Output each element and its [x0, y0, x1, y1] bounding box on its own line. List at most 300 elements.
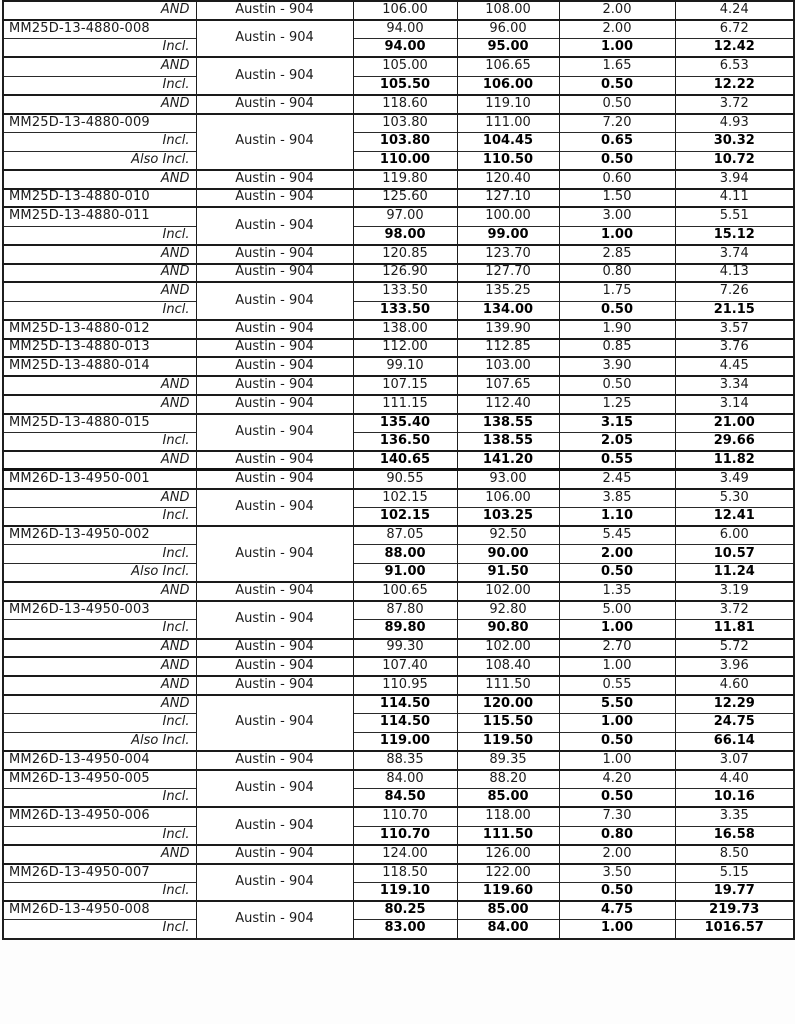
from-cell: 94.00: [353, 39, 457, 58]
length-cell: 0.50: [559, 789, 675, 808]
interval-qualifier-cell: Incl.: [3, 39, 196, 58]
table-row: [3, 376, 794, 395]
from-cell: 87.80: [353, 601, 457, 620]
grade-cell: 5.72: [675, 639, 794, 658]
from-cell: 98.00: [353, 226, 457, 245]
from-cell: 114.50: [353, 695, 457, 714]
grade-cell: 30.32: [675, 132, 794, 151]
hole-id-cell: MM25D-13-4880-015: [3, 414, 196, 433]
grade-cell: 10.57: [675, 545, 794, 564]
location-cell: Austin - 904: [196, 526, 353, 582]
grade-cell: 21.15: [675, 301, 794, 320]
location-cell: Austin - 904: [196, 676, 353, 695]
location-cell: Austin - 904: [196, 207, 353, 245]
length-cell: 2.00: [559, 1, 675, 20]
table-row: [3, 526, 794, 545]
to-cell: 119.60: [457, 882, 559, 901]
length-cell: 1.00: [559, 620, 675, 639]
interval-qualifier-cell: Incl.: [3, 226, 196, 245]
from-cell: 111.15: [353, 395, 457, 414]
grade-cell: 3.49: [675, 470, 794, 489]
to-cell: 108.00: [457, 1, 559, 20]
interval-qualifier-cell: Incl.: [3, 132, 196, 151]
interval-qualifier-cell: Also Incl.: [3, 564, 196, 583]
from-cell: 119.00: [353, 732, 457, 751]
length-cell: 5.45: [559, 526, 675, 545]
length-cell: 2.45: [559, 470, 675, 489]
table-row: [3, 451, 794, 470]
grade-cell: 12.29: [675, 695, 794, 714]
from-cell: 138.00: [353, 320, 457, 339]
grade-cell: 21.00: [675, 414, 794, 433]
length-cell: 3.90: [559, 357, 675, 376]
from-cell: 87.05: [353, 526, 457, 545]
table-row: [3, 601, 794, 620]
location-cell: Austin - 904: [196, 357, 353, 376]
location-cell: Austin - 904: [196, 489, 353, 527]
to-cell: 119.50: [457, 732, 559, 751]
table-row: [3, 414, 794, 433]
to-cell: 103.25: [457, 507, 559, 526]
grade-cell: 6.72: [675, 20, 794, 39]
from-cell: 110.00: [353, 151, 457, 170]
to-cell: 85.00: [457, 901, 559, 920]
hole-id-cell: MM25D-13-4880-013: [3, 339, 196, 358]
grade-cell: 11.81: [675, 620, 794, 639]
location-cell: Austin - 904: [196, 114, 353, 170]
to-cell: 96.00: [457, 20, 559, 39]
from-cell: 105.50: [353, 76, 457, 95]
table-row: [3, 545, 794, 564]
grade-cell: 4.24: [675, 1, 794, 20]
to-cell: 91.50: [457, 564, 559, 583]
table-row: [3, 470, 794, 489]
to-cell: 112.40: [457, 395, 559, 414]
location-cell: Austin - 904: [196, 57, 353, 95]
grade-cell: 3.19: [675, 582, 794, 601]
table-row: [3, 189, 794, 208]
to-cell: 104.45: [457, 132, 559, 151]
interval-qualifier-cell: AND: [3, 282, 196, 301]
location-cell: Austin - 904: [196, 395, 353, 414]
grade-cell: 4.60: [675, 676, 794, 695]
table-row: [3, 639, 794, 658]
table-row: [3, 1, 794, 20]
to-cell: 112.85: [457, 339, 559, 358]
location-cell: Austin - 904: [196, 695, 353, 751]
grade-cell: 3.35: [675, 807, 794, 826]
to-cell: 88.20: [457, 770, 559, 789]
to-cell: 102.00: [457, 639, 559, 658]
location-cell: Austin - 904: [196, 339, 353, 358]
length-cell: 1.00: [559, 714, 675, 733]
length-cell: 0.50: [559, 376, 675, 395]
from-cell: 105.00: [353, 57, 457, 76]
length-cell: 1.00: [559, 39, 675, 58]
length-cell: 3.15: [559, 414, 675, 433]
hole-id-cell: MM26D-13-4950-007: [3, 864, 196, 883]
to-cell: 106.65: [457, 57, 559, 76]
grade-cell: 5.15: [675, 864, 794, 883]
table-row: [3, 95, 794, 114]
from-cell: 133.50: [353, 282, 457, 301]
table-row: [3, 395, 794, 414]
grade-cell: 7.26: [675, 282, 794, 301]
grade-cell: 3.76: [675, 339, 794, 358]
location-cell: Austin - 904: [196, 414, 353, 452]
to-cell: 138.55: [457, 414, 559, 433]
to-cell: 126.00: [457, 845, 559, 864]
to-cell: 118.00: [457, 807, 559, 826]
table-row: [3, 170, 794, 189]
interval-qualifier-cell: AND: [3, 170, 196, 189]
length-cell: 0.80: [559, 826, 675, 845]
grade-cell: 3.72: [675, 95, 794, 114]
table-row: [3, 507, 794, 526]
grade-cell: 10.72: [675, 151, 794, 170]
interval-qualifier-cell: Incl.: [3, 507, 196, 526]
to-cell: 134.00: [457, 301, 559, 320]
from-cell: 119.80: [353, 170, 457, 189]
table-row: [3, 620, 794, 639]
from-cell: 83.00: [353, 920, 457, 939]
from-cell: 80.25: [353, 901, 457, 920]
location-cell: Austin - 904: [196, 451, 353, 470]
grade-cell: 66.14: [675, 732, 794, 751]
grade-cell: 3.72: [675, 601, 794, 620]
interval-qualifier-cell: AND: [3, 57, 196, 76]
hole-id-cell: MM26D-13-4950-003: [3, 601, 196, 620]
hole-id-cell: MM26D-13-4950-006: [3, 807, 196, 826]
to-cell: 99.00: [457, 226, 559, 245]
hole-id-cell: MM25D-13-4880-012: [3, 320, 196, 339]
length-cell: 2.05: [559, 432, 675, 451]
interval-qualifier-cell: Incl.: [3, 920, 196, 939]
from-cell: 97.00: [353, 207, 457, 226]
location-cell: Austin - 904: [196, 264, 353, 283]
table-row: [3, 282, 794, 301]
from-cell: 110.70: [353, 807, 457, 826]
interval-qualifier-cell: Incl.: [3, 76, 196, 95]
grade-cell: 29.66: [675, 432, 794, 451]
from-cell: 90.55: [353, 470, 457, 489]
from-cell: 99.30: [353, 639, 457, 658]
length-cell: 1.35: [559, 582, 675, 601]
table-row: [3, 920, 794, 939]
interval-qualifier-cell: Also Incl.: [3, 151, 196, 170]
length-cell: 0.55: [559, 451, 675, 470]
to-cell: 95.00: [457, 39, 559, 58]
from-cell: 103.80: [353, 132, 457, 151]
from-cell: 102.15: [353, 507, 457, 526]
interval-qualifier-cell: AND: [3, 245, 196, 264]
length-cell: 1.75: [559, 282, 675, 301]
table-row: [3, 826, 794, 845]
location-cell: Austin - 904: [196, 639, 353, 658]
interval-qualifier-cell: AND: [3, 376, 196, 395]
to-cell: 89.35: [457, 751, 559, 770]
table-row: [3, 39, 794, 58]
table-row: [3, 751, 794, 770]
table-row: [3, 357, 794, 376]
location-cell: Austin - 904: [196, 470, 353, 489]
from-cell: 110.95: [353, 676, 457, 695]
length-cell: 1.00: [559, 920, 675, 939]
length-cell: 1.00: [559, 657, 675, 676]
grade-cell: 11.82: [675, 451, 794, 470]
from-cell: 124.00: [353, 845, 457, 864]
length-cell: 0.85: [559, 339, 675, 358]
location-cell: Austin - 904: [196, 657, 353, 676]
hole-id-cell: MM25D-13-4880-011: [3, 207, 196, 226]
from-cell: 112.00: [353, 339, 457, 358]
from-cell: 102.15: [353, 489, 457, 508]
length-cell: 0.50: [559, 95, 675, 114]
interval-qualifier-cell: Incl.: [3, 826, 196, 845]
length-cell: 3.50: [559, 864, 675, 883]
to-cell: 92.80: [457, 601, 559, 620]
from-cell: 110.70: [353, 826, 457, 845]
to-cell: 107.65: [457, 376, 559, 395]
to-cell: 106.00: [457, 76, 559, 95]
length-cell: 2.85: [559, 245, 675, 264]
hole-id-cell: MM25D-13-4880-014: [3, 357, 196, 376]
table-row: [3, 320, 794, 339]
interval-qualifier-cell: AND: [3, 451, 196, 470]
grade-cell: 15.12: [675, 226, 794, 245]
interval-qualifier-cell: AND: [3, 845, 196, 864]
from-cell: 133.50: [353, 301, 457, 320]
interval-qualifier-cell: AND: [3, 582, 196, 601]
interval-qualifier-cell: Incl.: [3, 620, 196, 639]
length-cell: 3.00: [559, 207, 675, 226]
length-cell: 2.70: [559, 639, 675, 658]
length-cell: 5.50: [559, 695, 675, 714]
to-cell: 138.55: [457, 432, 559, 451]
location-cell: Austin - 904: [196, 95, 353, 114]
grade-cell: 12.42: [675, 39, 794, 58]
length-cell: 1.25: [559, 395, 675, 414]
interval-qualifier-cell: AND: [3, 676, 196, 695]
from-cell: 107.40: [353, 657, 457, 676]
interval-qualifier-cell: AND: [3, 695, 196, 714]
grade-cell: 4.13: [675, 264, 794, 283]
table-row: [3, 864, 794, 883]
from-cell: 140.65: [353, 451, 457, 470]
grade-cell: 5.30: [675, 489, 794, 508]
to-cell: 106.00: [457, 489, 559, 508]
length-cell: 0.50: [559, 301, 675, 320]
length-cell: 1.65: [559, 57, 675, 76]
to-cell: 135.25: [457, 282, 559, 301]
grade-cell: 3.34: [675, 376, 794, 395]
to-cell: 122.00: [457, 864, 559, 883]
location-cell: Austin - 904: [196, 20, 353, 58]
location-cell: Austin - 904: [196, 751, 353, 770]
table-row: [3, 20, 794, 39]
table-row: [3, 770, 794, 789]
grade-cell: 4.45: [675, 357, 794, 376]
grade-cell: 4.93: [675, 114, 794, 133]
grade-cell: 24.75: [675, 714, 794, 733]
hole-id-cell: MM26D-13-4950-002: [3, 526, 196, 545]
location-cell: Austin - 904: [196, 807, 353, 845]
length-cell: 0.80: [559, 264, 675, 283]
grade-cell: 3.74: [675, 245, 794, 264]
length-cell: 1.10: [559, 507, 675, 526]
hole-id-cell: MM26D-13-4950-005: [3, 770, 196, 789]
interval-qualifier-cell: AND: [3, 639, 196, 658]
to-cell: 120.40: [457, 170, 559, 189]
from-cell: 91.00: [353, 564, 457, 583]
from-cell: 84.00: [353, 770, 457, 789]
length-cell: 1.00: [559, 751, 675, 770]
to-cell: 84.00: [457, 920, 559, 939]
location-cell: Austin - 904: [196, 282, 353, 320]
from-cell: 100.65: [353, 582, 457, 601]
grade-cell: 4.40: [675, 770, 794, 789]
from-cell: 89.80: [353, 620, 457, 639]
interval-qualifier-cell: Also Incl.: [3, 732, 196, 751]
to-cell: 120.00: [457, 695, 559, 714]
table-row: [3, 207, 794, 226]
length-cell: 0.55: [559, 676, 675, 695]
hole-id-cell: MM26D-13-4950-008: [3, 901, 196, 920]
table-row: [3, 132, 794, 151]
interval-qualifier-cell: AND: [3, 264, 196, 283]
table-row: [3, 245, 794, 264]
length-cell: 1.50: [559, 189, 675, 208]
interval-qualifier-cell: AND: [3, 395, 196, 414]
location-cell: Austin - 904: [196, 376, 353, 395]
location-cell: Austin - 904: [196, 864, 353, 902]
table-row: [3, 582, 794, 601]
to-cell: 127.10: [457, 189, 559, 208]
table-row: [3, 226, 794, 245]
table-row: [3, 57, 794, 76]
length-cell: 2.00: [559, 545, 675, 564]
drill-results-table: [2, 0, 795, 940]
grade-cell: 3.14: [675, 395, 794, 414]
from-cell: 84.50: [353, 789, 457, 808]
length-cell: 0.50: [559, 732, 675, 751]
interval-qualifier-cell: Incl.: [3, 789, 196, 808]
grade-cell: 6.53: [675, 57, 794, 76]
length-cell: 4.75: [559, 901, 675, 920]
to-cell: 111.50: [457, 676, 559, 695]
length-cell: 2.00: [559, 845, 675, 864]
grade-cell: 3.96: [675, 657, 794, 676]
table-row: [3, 151, 794, 170]
interval-qualifier-cell: Incl.: [3, 714, 196, 733]
length-cell: 0.50: [559, 76, 675, 95]
interval-qualifier-cell: AND: [3, 1, 196, 20]
grade-cell: 6.00: [675, 526, 794, 545]
interval-qualifier-cell: Incl.: [3, 432, 196, 451]
table-row: [3, 789, 794, 808]
hole-id-cell: MM25D-13-4880-008: [3, 20, 196, 39]
from-cell: 99.10: [353, 357, 457, 376]
location-cell: Austin - 904: [196, 1, 353, 20]
location-cell: Austin - 904: [196, 601, 353, 639]
to-cell: 102.00: [457, 582, 559, 601]
interval-qualifier-cell: Incl.: [3, 882, 196, 901]
table-row: [3, 882, 794, 901]
to-cell: 90.00: [457, 545, 559, 564]
from-cell: 136.50: [353, 432, 457, 451]
from-cell: 106.00: [353, 1, 457, 20]
hole-id-cell: MM26D-13-4950-001: [3, 470, 196, 489]
location-cell: Austin - 904: [196, 901, 353, 939]
to-cell: 90.80: [457, 620, 559, 639]
table-row: [3, 301, 794, 320]
table-row: [3, 489, 794, 508]
table-row: [3, 807, 794, 826]
from-cell: 118.60: [353, 95, 457, 114]
from-cell: 107.15: [353, 376, 457, 395]
to-cell: 141.20: [457, 451, 559, 470]
table-row: [3, 695, 794, 714]
grade-cell: 16.58: [675, 826, 794, 845]
from-cell: 94.00: [353, 20, 457, 39]
to-cell: 92.50: [457, 526, 559, 545]
length-cell: 2.00: [559, 20, 675, 39]
to-cell: 127.70: [457, 264, 559, 283]
location-cell: Austin - 904: [196, 170, 353, 189]
to-cell: 115.50: [457, 714, 559, 733]
grade-cell: 219.73: [675, 901, 794, 920]
length-cell: 1.90: [559, 320, 675, 339]
to-cell: 111.50: [457, 826, 559, 845]
grade-cell: 10.16: [675, 789, 794, 808]
table-row: [3, 339, 794, 358]
from-cell: 88.00: [353, 545, 457, 564]
interval-qualifier-cell: AND: [3, 657, 196, 676]
length-cell: 0.60: [559, 170, 675, 189]
length-cell: 4.20: [559, 770, 675, 789]
hole-id-cell: MM25D-13-4880-010: [3, 189, 196, 208]
length-cell: 0.50: [559, 564, 675, 583]
to-cell: 108.40: [457, 657, 559, 676]
to-cell: 93.00: [457, 470, 559, 489]
from-cell: 88.35: [353, 751, 457, 770]
grade-cell: 3.07: [675, 751, 794, 770]
length-cell: 5.00: [559, 601, 675, 620]
interval-qualifier-cell: Incl.: [3, 545, 196, 564]
table-row: [3, 264, 794, 283]
grade-cell: 4.11: [675, 189, 794, 208]
to-cell: 110.50: [457, 151, 559, 170]
to-cell: 111.00: [457, 114, 559, 133]
from-cell: 103.80: [353, 114, 457, 133]
to-cell: 139.90: [457, 320, 559, 339]
from-cell: 114.50: [353, 714, 457, 733]
table-row: [3, 901, 794, 920]
location-cell: Austin - 904: [196, 582, 353, 601]
interval-qualifier-cell: AND: [3, 95, 196, 114]
length-cell: 0.65: [559, 132, 675, 151]
table-row: [3, 76, 794, 95]
table-row: [3, 114, 794, 133]
drill-results-table-body: [3, 1, 794, 939]
length-cell: 1.00: [559, 226, 675, 245]
from-cell: 125.60: [353, 189, 457, 208]
location-cell: Austin - 904: [196, 320, 353, 339]
grade-cell: 11.24: [675, 564, 794, 583]
hole-id-cell: MM25D-13-4880-009: [3, 114, 196, 133]
table-row: [3, 714, 794, 733]
from-cell: 135.40: [353, 414, 457, 433]
